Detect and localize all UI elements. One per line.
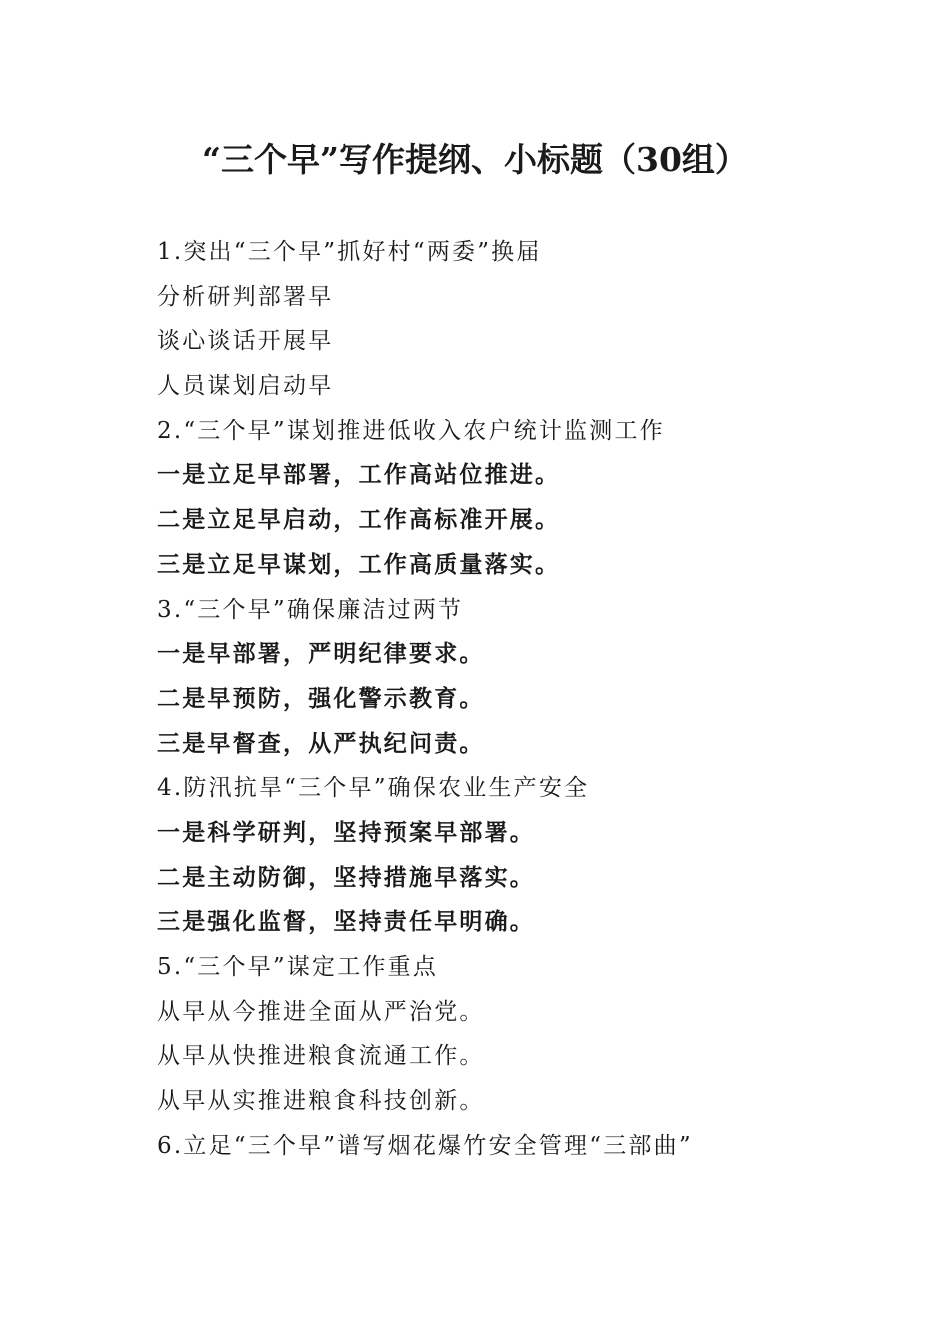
outline-item: 从早从实推进粮食科技创新。 [157,1088,485,1115]
section-heading: 5.“三个早”谋定工作重点 [157,954,439,980]
section-heading: 4.防汛抗旱“三个早”确保农业生产安全 [157,775,590,802]
outline-item: 二是早预防，强化警示教育。 [157,684,485,712]
outline-item: 从早从快推进粮食流通工作。 [157,1043,485,1070]
section-heading: 2.“三个早”谋划推进低收入农户统计监测工作 [157,417,665,444]
outline-item: 一是科学研判，坚持预案早部署。 [157,818,535,846]
outline-item: 人员谋划启动早 [157,373,334,400]
document-body [157,230,877,1168]
outline-item: 二是立足早启动，工作高标准开展。 [157,506,561,534]
outline-item: 分析研判部署早 [157,283,334,310]
section-heading: 6.立足“三个早”谱写烟花爆竹安全管理“三部曲” [157,1132,693,1159]
section-heading: 1.突出“三个早”抓好村“两委”换届 [157,239,542,265]
outline-item: 三是立足早谋划，工作高质量落实。 [157,550,561,578]
outline-item: 二是主动防御，坚持措施早落实。 [157,863,535,891]
outline-item: 三是强化监督，坚持责任早明确。 [157,908,535,936]
section-heading: 3.“三个早”确保廉洁过两节 [157,596,464,623]
outline-item: 一是早部署，严明纪律要求。 [157,640,485,668]
outline-item: 三是早督查，从严执纪问责。 [157,729,485,757]
outline-item: 一是立足早部署，工作高站位推进。 [157,461,561,489]
outline-item: 从早从今推进全面从严治党。 [157,998,485,1025]
document-title: “三个早”写作提纲、小标题（30组） [202,140,748,179]
outline-item: 谈心谈话开展早 [157,328,334,355]
